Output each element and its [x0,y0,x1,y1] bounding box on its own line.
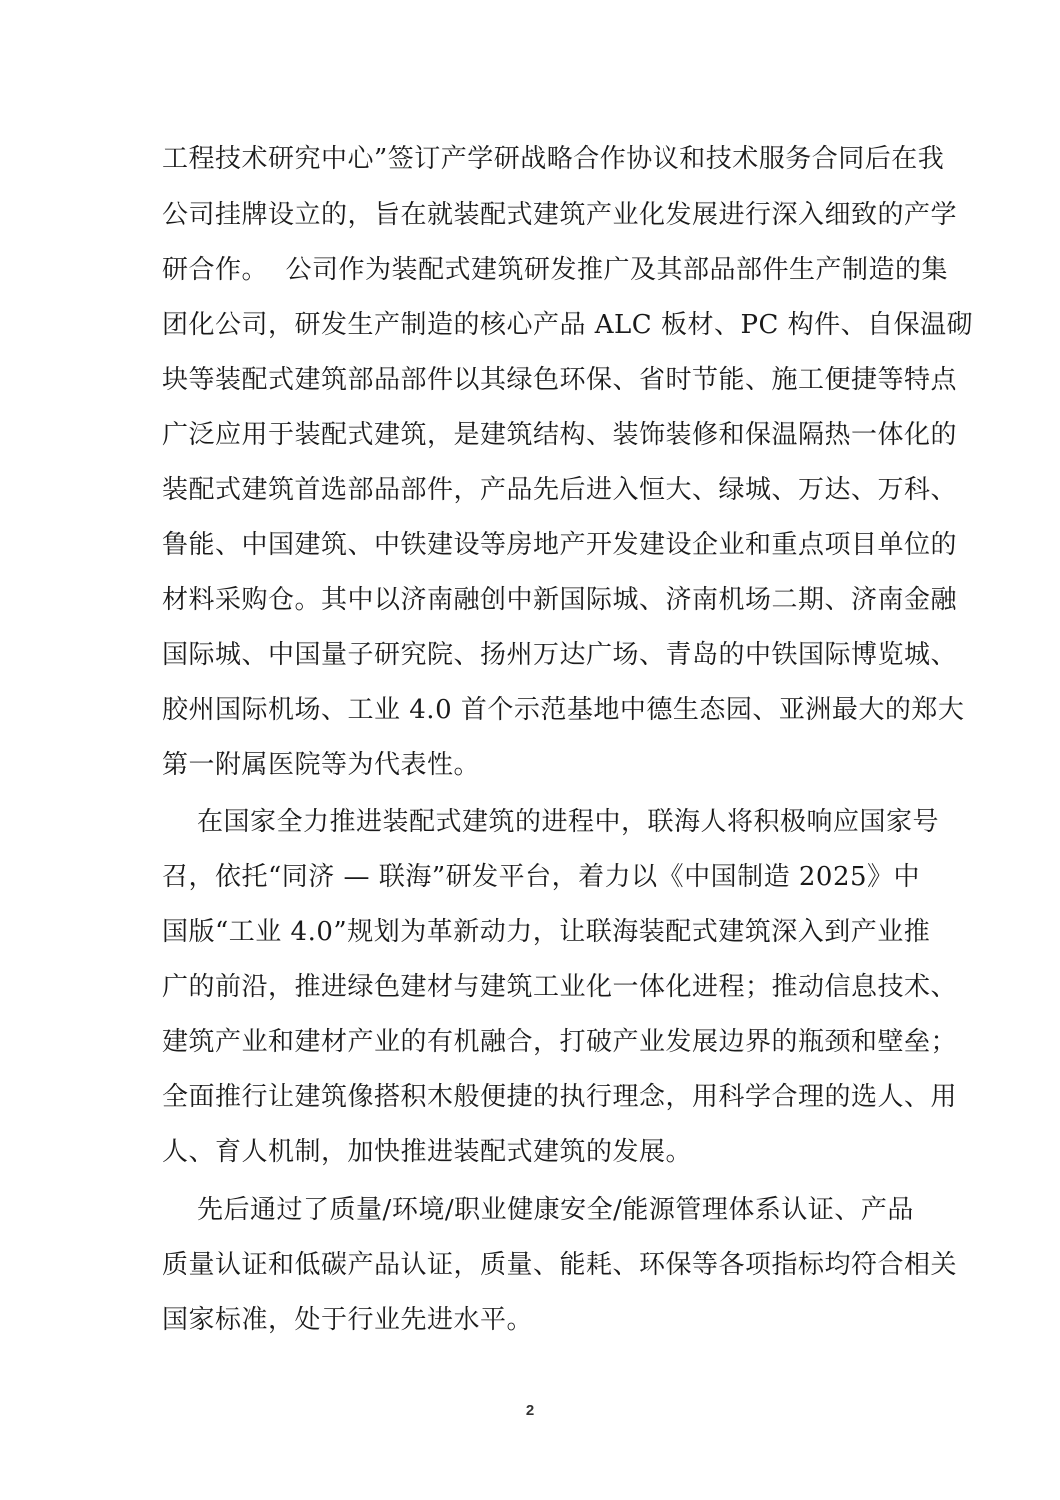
text-line: 工程技术研究中心”签订产学研战略合作协议和技术服务合同后在我 [162,144,945,174]
page-number: 2 [525,1402,535,1419]
text-line: 研合作。 公司作为装配式建筑研发推广及其部品部件生产制造的集 [162,255,949,285]
text-line: 鲁能、中国建筑、中铁建设等房地产开发建设企业和重点项目单位的 [162,530,958,560]
text-line: 块等装配式建筑部品部件以其绿色环保、省时节能、施工便捷等特点 [162,365,958,395]
text-line: 国家标准，处于行业先进水平。 [162,1305,534,1335]
text-line: 国际城、中国量子研究院、扬州万达广场、青岛的中铁国际博览城、 [162,640,958,670]
text-line: 在国家全力推进装配式建筑的进程中，联海人将积极响应国家号 [162,807,940,837]
text-line: 先后通过了质量/环境/职业健康安全/能源管理体系认证、产品 [162,1195,914,1225]
text-line: 建筑产业和建材产业的有机融合，打破产业发展边界的瓶颈和壁垒； [162,1027,958,1057]
text-line: 胶州国际机场、工业 4.0 首个示范基地中德生态园、亚洲最大的郑大 [162,695,965,725]
text-line: 团化公司，研发生产制造的核心产品 ALC 板材、PC 构件、自保温砌 [162,310,974,340]
text-line: 广的前沿，推进绿色建材与建筑工业化一体化进程；推动信息技术、 [162,972,958,1002]
text-line: 材料采购仓。其中以济南融创中新国际城、济南机场二期、济南金融 [162,585,958,615]
text-line: 装配式建筑首选部品部件，产品先后进入恒大、绿城、万达、万科、 [162,475,958,505]
text-line: 广泛应用于装配式建筑，是建筑结构、装饰装修和保温隔热一体化的 [162,420,958,450]
text-line: 国版“工业 4.0”规划为革新动力，让联海装配式建筑深入到产业推 [162,917,931,947]
text-line: 召，依托“同济 — 联海”研发平台，着力以《中国制造 2025》中 [162,862,921,892]
text-line: 人、育人机制，加快推进装配式建筑的发展。 [162,1137,693,1167]
text-line: 全面推行让建筑像搭积木般便捷的执行理念，用科学合理的选人、用 [162,1082,958,1112]
text-line: 第一附属医院等为代表性。 [162,750,481,780]
text-line: 质量认证和低碳产品认证，质量、能耗、环保等各项指标均符合相关 [162,1250,958,1280]
text-line: 公司挂牌设立的，旨在就装配式建筑产业化发展进行深入细致的产学 [162,200,958,230]
